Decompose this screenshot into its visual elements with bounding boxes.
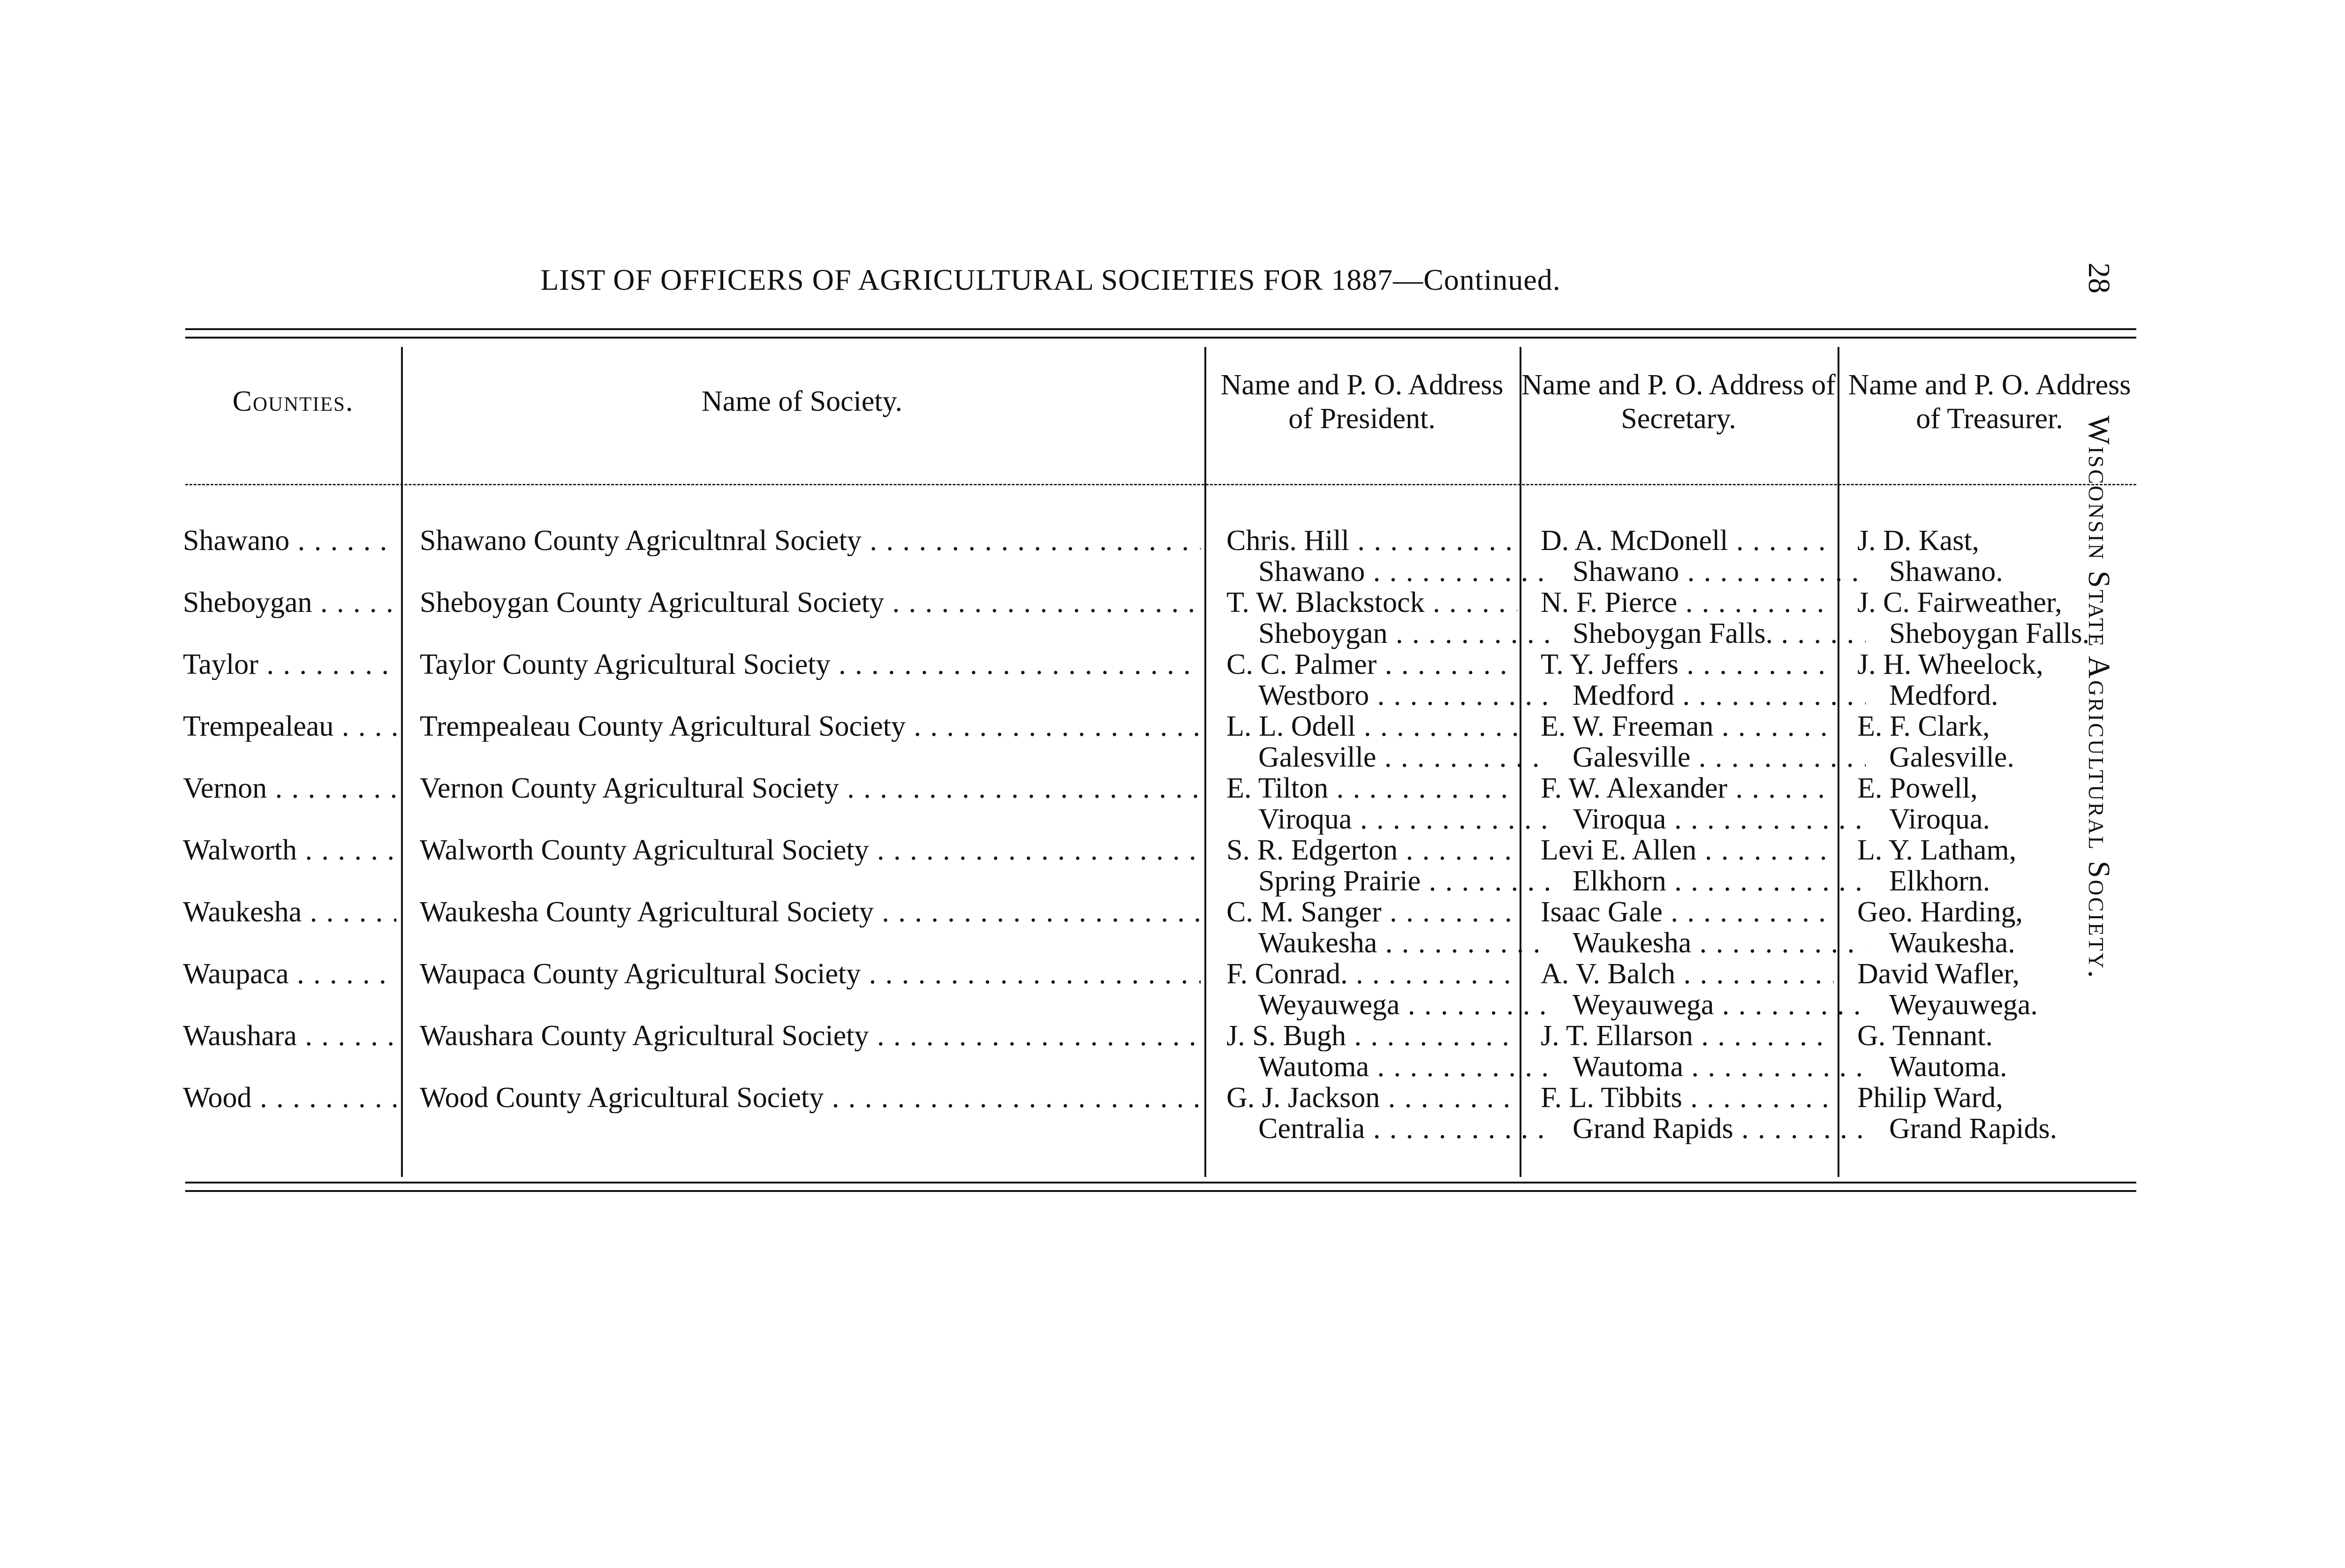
- secretary-address-cell: Viroqua . . .: [1541, 804, 1866, 835]
- president-address-cell: Waukesha . . .: [1226, 927, 1549, 958]
- president-name-cell: F. Conrad. . . .: [1226, 958, 1517, 989]
- treasurer-name-cell: L. Y. Latham,: [1857, 835, 2017, 866]
- county-cell: Taylor . . .: [183, 649, 396, 680]
- secretary-name-cell: N. F. Pierce . . .: [1541, 587, 1834, 618]
- secretary-name-cell: A. V. Balch . . .: [1541, 958, 1834, 989]
- president-name-cell: Chris. Hill . . .: [1226, 525, 1517, 556]
- treasurer-address-cell: Galesville.: [1889, 742, 2014, 773]
- table-bottom-rule: [185, 1182, 2136, 1192]
- treasurer-name-cell: J. C. Fairweather,: [1857, 587, 2062, 618]
- treasurer-name-cell: E. F. Clark,: [1857, 711, 1990, 742]
- column-divider: [1204, 347, 1206, 1177]
- president-name-cell: L. L. Odell . . .: [1226, 711, 1517, 742]
- treasurer-name-cell: G. Tennant.: [1857, 1020, 1993, 1051]
- treasurer-name-cell: Geo. Harding,: [1857, 897, 2023, 927]
- secretary-address-cell: Shawano . . .: [1541, 556, 1866, 587]
- treasurer-address-cell: Wautoma.: [1889, 1051, 2007, 1082]
- society-cell: Sheboygan County Agricultural Society . . .: [420, 587, 1201, 618]
- treasurer-name-cell: J. D. Kast,: [1857, 525, 1980, 556]
- society-cell: Waushara County Agricultural Society . . .: [420, 1020, 1201, 1051]
- secretary-address-cell: Wautoma . . .: [1541, 1051, 1866, 1082]
- header-president: Name and P. O. Address of President.: [1220, 369, 1504, 435]
- treasurer-address-cell: Shawano.: [1889, 556, 2003, 587]
- secretary-name-cell: F. L. Tibbits . . .: [1541, 1082, 1834, 1113]
- president-address-cell: Westboro . . .: [1226, 680, 1549, 711]
- president-name-cell: T. W. Blackstock . . .: [1226, 587, 1517, 618]
- president-name-cell: S. R. Edgerton . . .: [1226, 835, 1517, 866]
- header-treasurer: Name and P. O. Address of Treasurer.: [1848, 369, 2131, 435]
- secretary-name-cell: D. A. McDonell . . .: [1541, 525, 1834, 556]
- society-cell: Trempealeau County Agricultural Society . . .: [420, 711, 1201, 742]
- county-cell: Waushara . . .: [183, 1020, 396, 1051]
- president-address-cell: Spring Prairie . . .: [1226, 866, 1549, 897]
- secretary-name-cell: Levi E. Allen . . .: [1541, 835, 1834, 866]
- treasurer-address-cell: Weyauwega.: [1889, 989, 2038, 1020]
- county-cell: Sheboygan . . .: [183, 587, 396, 618]
- president-address-cell: Sheboygan . . .: [1226, 618, 1549, 649]
- table-top-rule: [185, 328, 2136, 339]
- society-cell: Waukesha County Agricultural Society . . .: [420, 897, 1201, 927]
- running-head-text: Wisconsin State Agricultural Society.: [2082, 415, 2116, 980]
- president-address-cell: Viroqua . . .: [1226, 804, 1549, 835]
- society-cell: Walworth County Agricultural Society . . .: [420, 835, 1201, 866]
- president-address-cell: Shawano . . .: [1226, 556, 1549, 587]
- president-name-cell: J. S. Bugh . . .: [1226, 1020, 1517, 1051]
- secretary-name-cell: E. W. Freeman . . .: [1541, 711, 1834, 742]
- county-cell: Waupaca . . .: [183, 958, 396, 989]
- president-name-cell: E. Tilton . . .: [1226, 773, 1517, 804]
- secretary-name-cell: J. T. Ellarson . . .: [1541, 1020, 1834, 1051]
- society-cell: Waupaca County Agricultural Society . . .: [420, 958, 1201, 989]
- treasurer-address-cell: Grand Rapids.: [1889, 1113, 2058, 1144]
- president-name-cell: C. M. Sanger . . .: [1226, 897, 1517, 927]
- header-secretary: Name and P. O. Address of Secretary.: [1521, 369, 1836, 435]
- county-cell: Waukesha . . .: [183, 897, 396, 927]
- president-address-cell: Weyauwega . . .: [1226, 989, 1549, 1020]
- treasurer-address-cell: Viroqua.: [1889, 804, 1990, 835]
- secretary-name-cell: F. W. Alexander . . .: [1541, 773, 1834, 804]
- president-address-cell: Galesville . . .: [1226, 742, 1549, 773]
- treasurer-name-cell: J. H. Wheelock,: [1857, 649, 2043, 680]
- county-cell: Trempealeau . . .: [183, 711, 396, 742]
- county-cell: Wood . . .: [183, 1082, 396, 1113]
- county-cell: Vernon . . .: [183, 773, 396, 804]
- header-counties: Counties.: [232, 385, 354, 417]
- society-cell: Wood County Agricultural Society . . .: [420, 1082, 1201, 1113]
- treasurer-address-cell: Sheboygan Falls.: [1889, 618, 2090, 649]
- secretary-name-cell: Isaac Gale . . .: [1541, 897, 1834, 927]
- treasurer-name-cell: E. Powell,: [1857, 773, 1978, 804]
- society-cell: Taylor County Agricultural Society . . .: [420, 649, 1201, 680]
- secretary-address-cell: Galesville . . .: [1541, 742, 1866, 773]
- society-cell: Vernon County Agricultural Society . . .: [420, 773, 1201, 804]
- secretary-name-cell: T. Y. Jeffers . . .: [1541, 649, 1834, 680]
- secretary-address-cell: Sheboygan Falls. . . .: [1541, 618, 1866, 649]
- header-bottom-rule: [185, 484, 2136, 485]
- president-address-cell: Wautoma . . .: [1226, 1051, 1549, 1082]
- treasurer-address-cell: Medford.: [1889, 680, 1998, 711]
- treasurer-name-cell: Philip Ward,: [1857, 1082, 2003, 1113]
- treasurer-address-cell: Waukesha.: [1889, 927, 2015, 958]
- secretary-address-cell: Weyauwega . . .: [1541, 989, 1866, 1020]
- secretary-address-cell: Medford . . .: [1541, 680, 1866, 711]
- president-name-cell: C. C. Palmer . . .: [1226, 649, 1517, 680]
- page-number: 28: [2082, 263, 2116, 294]
- president-address-cell: Centralia . . .: [1226, 1113, 1549, 1144]
- secretary-address-cell: Waukesha . . .: [1541, 927, 1866, 958]
- county-cell: Shawano . . .: [183, 525, 396, 556]
- treasurer-name-cell: David Wafler,: [1857, 958, 2020, 989]
- column-divider: [401, 347, 403, 1177]
- table-title: LIST OF OFFICERS OF AGRICULTURAL SOCIETIES FOR 1887—Continued.: [540, 263, 1561, 296]
- society-cell: Shawano County Agricultnral Society . . .: [420, 525, 1201, 556]
- president-name-cell: G. J. Jackson . . .: [1226, 1082, 1517, 1113]
- county-cell: Walworth . . .: [183, 835, 396, 866]
- secretary-address-cell: Elkhorn . . .: [1541, 866, 1866, 897]
- treasurer-address-cell: Elkhorn.: [1889, 866, 1990, 897]
- secretary-address-cell: Grand Rapids . . .: [1541, 1113, 1866, 1144]
- header-society: Name of Society.: [701, 385, 903, 417]
